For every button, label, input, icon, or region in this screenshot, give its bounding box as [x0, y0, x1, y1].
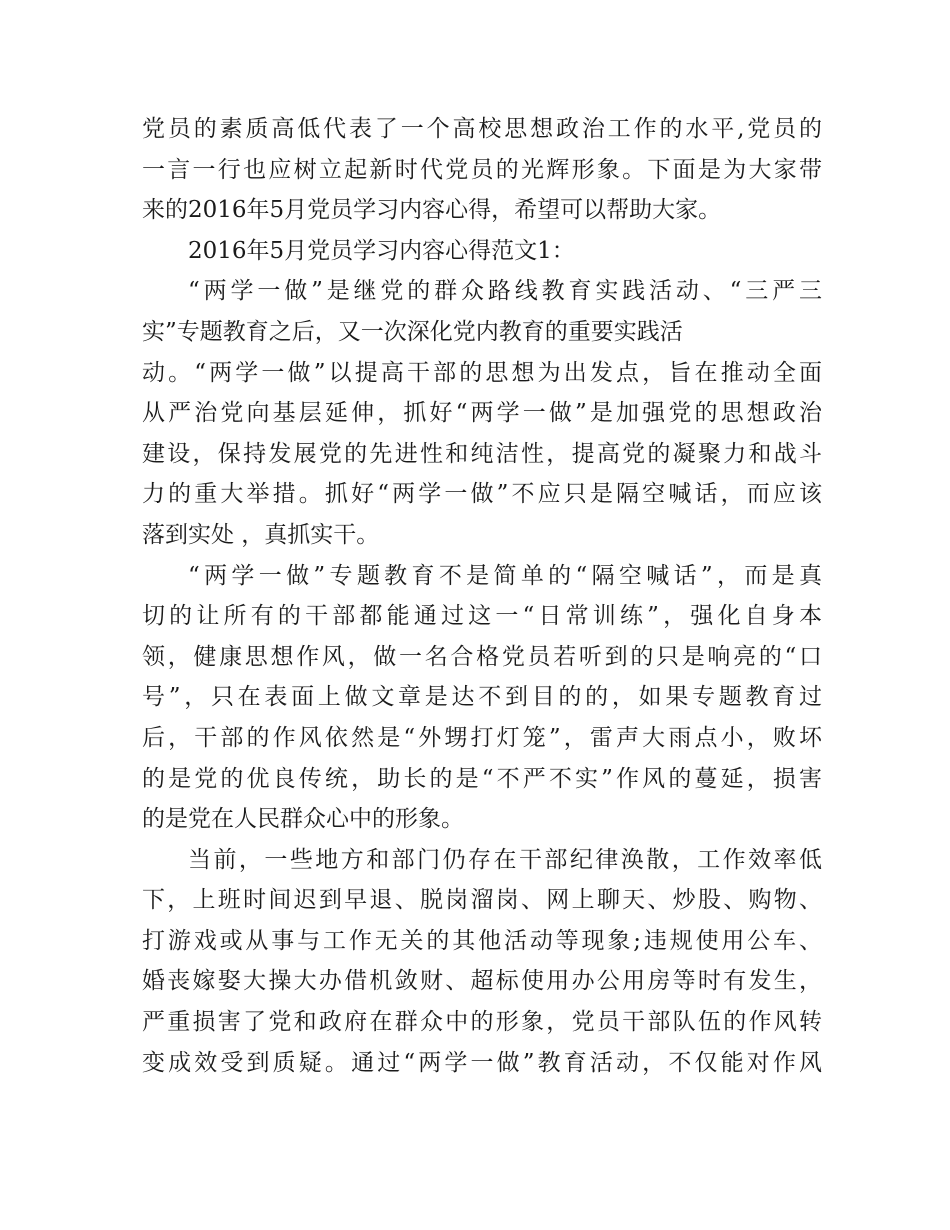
text-line: 的是党在人民群众心中的形象。 [142, 806, 464, 833]
text-line: 后，干部的作风依然是“外甥打灯笼”，雷声大雨点小，败坏 [142, 724, 822, 751]
text-line: 落到实处 ，真抓实干。 [142, 521, 380, 548]
text-line: 严重损害了党和政府在群众中的形象，党员干部队伍的作风转 [142, 1009, 822, 1036]
text-line: 下，上班时间迟到早退、脱岗溜岗、网上聊天、炒股、购物、 [142, 887, 822, 914]
document-body [142, 109, 822, 1083]
text-line: 变成效受到质疑。通过“两学一做”教育活动，不仅能对作风 [142, 1049, 822, 1076]
text-line: 领，健康思想作风，做一名合格党员若听到的只是响亮的“口 [142, 643, 822, 670]
text-line: 当前，一些地方和部门仍存在干部纪律涣散，工作效率低 [188, 846, 822, 873]
text-line: 打游戏或从事与工作无关的其他活动等现象;违规使用公车、 [142, 927, 822, 954]
text-line: 号”，只在表面上做文章是达不到目的的，如果专题教育过 [142, 684, 822, 711]
text-line: 的是党的优良传统，助长的是“不严不实”作风的蔓延，损害 [142, 765, 822, 792]
text-line: 力的重大举措。抓好“两学一做”不应只是隔空喊话，而应该 [142, 481, 822, 508]
text-line: 建设，保持发展党的先进性和纯洁性，提高党的凝聚力和战斗 [142, 440, 822, 467]
text-line: “两学一做”专题教育不是简单的“隔空喊话”，而是真 [188, 562, 822, 589]
text-line: 切的让所有的干部都能通过这一“日常训练”，强化自身本 [142, 603, 822, 630]
text-line: 从严治党向基层延伸，抓好“两学一做”是加强党的思想政治 [142, 400, 822, 427]
text-line: “两学一做”是继党的群众路线教育实践活动、“三严三 [188, 278, 822, 305]
text-line: 动。“两学一做”以提高干部的思想为出发点，旨在推动全面 [142, 359, 822, 386]
text-line: 来的2016年5月党员学习内容心得，希望可以帮助大家。 [142, 197, 722, 224]
text-line: 党员的素质高低代表了一个高校思想政治工作的水平,党员的 [142, 116, 822, 142]
section-heading: 2016年5月党员学习内容心得范文1： [188, 237, 575, 264]
text-line: 一言一行也应树立起新时代党员的光辉形象。下面是为大家带 [142, 156, 822, 183]
text-line: 婚丧嫁娶大操大办借机敛财、超标使用办公用房等时有发生， [142, 968, 822, 995]
text-line: 实”专题教育之后，又一次深化党内教育的重要实践活 [142, 318, 683, 345]
